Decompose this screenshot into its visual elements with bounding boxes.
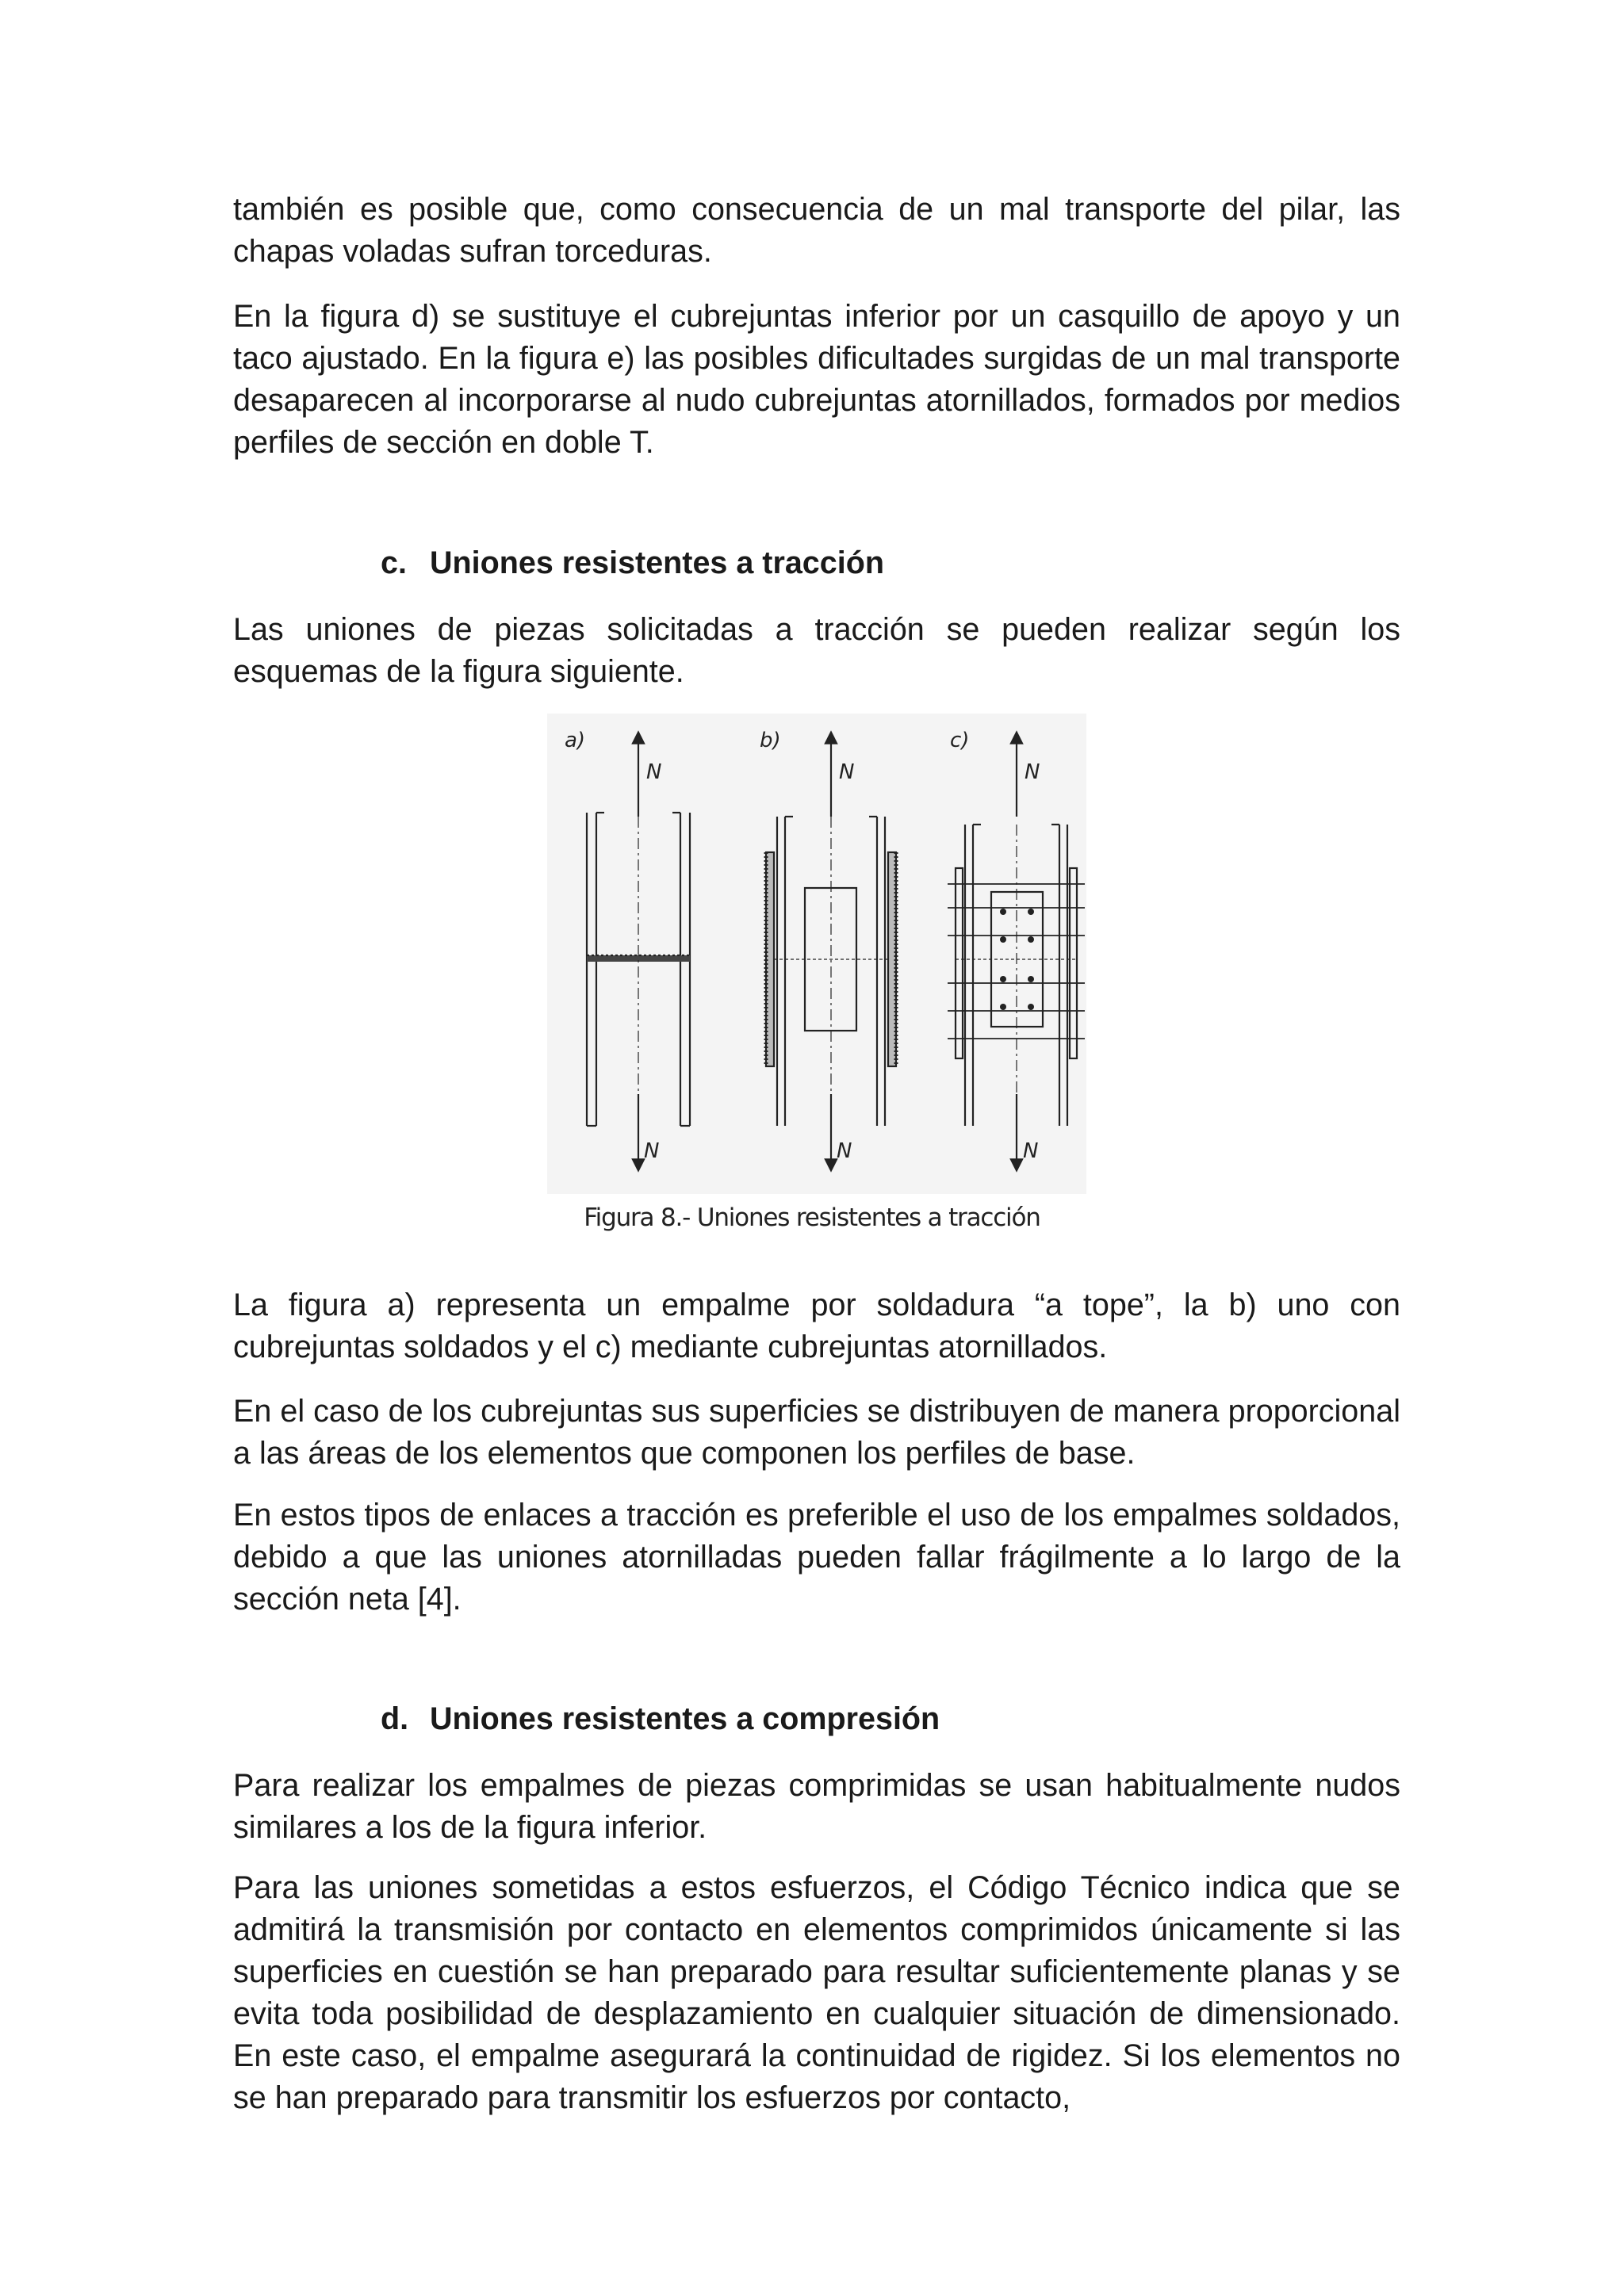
- paragraph-traccion-intro: Las uniones de piezas solicitadas a tracción se pueden realizar según los esquemas de la figura siguiente.: [233, 612, 1400, 689]
- force-label-bottom-b: N: [837, 1139, 852, 1163]
- figure-caption: Figura 8.- Uniones resistentes a tracción: [584, 1203, 1040, 1232]
- paragraph-figura-d-e: En la figura d) se sustituye el cubrejuntas inferior por un casquillo de apoyo y un taco ajustado. En la figura e) las posibles dificultades surgidas de un mal transporte desaparecen al incorporarse al nudo cubrejuntas atornillados, formados por medios perfiles de sección en doble T.: [233, 299, 1400, 460]
- section-number: d.: [381, 1701, 409, 1736]
- paragraph-torceduras: también es posible que, como consecuencia de un mal transporte del pilar, las chapas voladas sufran torceduras.: [233, 192, 1400, 269]
- paragraph-enlaces-traccion: En estos tipos de enlaces a tracción es preferible el uso de los empalmes soldados, debido a que las uniones atornilladas pueden fallar frágilmente a lo largo de la sección neta [4].: [233, 1498, 1400, 1617]
- paragraph-cubrejuntas: En el caso de los cubrejuntas sus superficies se distribuyen de manera proporcional a las áreas de los elementos que componen los perfiles de base.: [233, 1394, 1400, 1471]
- figure-tension-joints: [547, 714, 1086, 1194]
- section-heading-compresion: [381, 1698, 940, 1740]
- figure-drawing: [547, 714, 1086, 1194]
- paragraph-compresion-intro: Para realizar los empalmes de piezas comprimidas se usan habitualmente nudos similares a los de la figura inferior.: [233, 1768, 1400, 1845]
- section-number: c.: [381, 545, 407, 580]
- force-label-bottom-c: N: [1023, 1139, 1039, 1163]
- paragraph-codigo-tecnico: Para las uniones sometidas a estos esfuerzos, el Código Técnico indica que se admitirá la transmisión por contacto en elementos comprimidos únicamente si las superficies en cuestión se han preparado para resultar suficientemente planas y se evita toda posibilidad de desplazamiento en cualquier situación de dimensionado. En este caso, el empalme asegurará la continuidad de rigidez. Si los elementos no se han preparado para transmitir los esfuerzos por contacto,: [233, 1870, 1400, 2115]
- force-label-top-b: N: [839, 760, 855, 784]
- paragraph-figura-a-b-c: La figura a) representa un empalme por soldadura “a tope”, la b) uno con cubrejuntas soldados y el c) mediante cubrejuntas atornillados.: [233, 1288, 1400, 1364]
- figure-label-c: c): [950, 729, 970, 752]
- section-title: Uniones resistentes a compresión: [430, 1701, 940, 1736]
- section-heading-traccion: [381, 542, 884, 584]
- force-label-top-a: N: [646, 760, 662, 784]
- force-label-bottom-a: N: [644, 1139, 660, 1163]
- force-label-top-c: N: [1025, 760, 1040, 784]
- figure-label-a: a): [565, 729, 586, 752]
- figure-label-b: b): [760, 729, 781, 752]
- section-title: Uniones resistentes a tracción: [430, 545, 884, 580]
